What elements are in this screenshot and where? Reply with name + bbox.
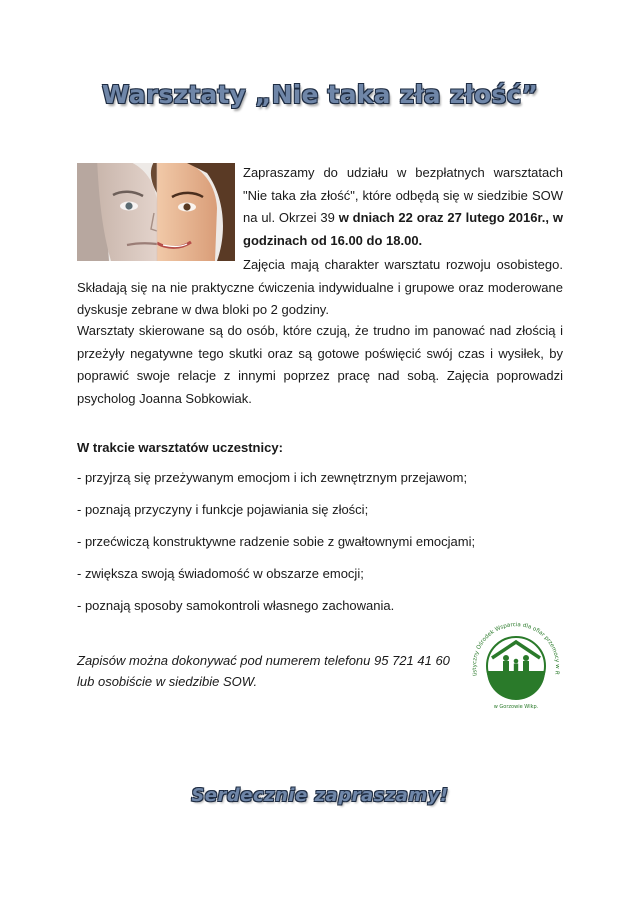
sow-logo — [466, 615, 566, 715]
logo-ring-text: listyczny Ośrodek Wsparcia dla ofiar przemocy w R — [471, 622, 561, 677]
contact-in-person: lub osobiście w siedzibie SOW. — [77, 674, 258, 689]
logo-bottom-text: w Gorzowie Wlkp. — [493, 704, 539, 710]
paragraph-workshop-character: Zajęcia mają charakter warsztatu rozwoju osobistego. Składają się na nie praktyczne ćwiczenia indywidualne i grupowe oraz moderowane dyskusje zebrane w dwa bloki po 2 godziny. — [77, 257, 563, 317]
intro-dates: w dniach 22 oraz 27 lutego 2016r., w godzinach od 16.00 do 18.00. — [243, 210, 564, 248]
list-item: - przećwiczą konstruktywne radzenie sobie z gwałtownymi emocjami; — [77, 534, 476, 549]
contact-phone: Zapisów można dokonywać pod numerem telefonu 95 721 41 60 — [77, 653, 450, 668]
page-title: Warsztaty „Nie taka zła złość” — [101, 80, 539, 109]
list-item: - poznają przyczyny i funkcje pojawiania się złości; — [77, 502, 369, 517]
list-item: - poznają sposoby samokontroli własnego zachowania. — [77, 598, 395, 613]
list-heading: W trakcie warsztatów uczestnicy: — [77, 440, 283, 455]
list-item: - zwiększa swoją świadomość w obszarze emocji; — [77, 566, 364, 581]
list-item: - przyjrzą się przeżywanym emocjom i ich zewnętrznym przejawom; — [77, 470, 468, 485]
footer-invitation: Serdecznie zapraszamy! — [191, 785, 449, 806]
outcomes-list — [77, 470, 475, 630]
intro-paragraph — [243, 162, 563, 252]
faces-photo — [77, 163, 235, 261]
intro-text: Zapraszamy do udziału w bezpłatnych warsztatach "Nie taka zła złość", które odbędą się w siedzibie SOW na ul. Okrzei 39 — [243, 165, 563, 225]
paragraph-target-audience: Warsztaty skierowane są do osób, które czują, że trudno im panować nad złością i przeżyły negatywne tego skutki oraz są gotowe poświęcić swój czas i wysiłek, by poprawić swoje relacje z innymi poprzez pracę nad sobą. Zajęcia poprowadzi psycholog Joanna Sobkowiak. — [77, 323, 563, 406]
contact-info — [77, 650, 450, 692]
faces-illustration — [77, 163, 235, 261]
